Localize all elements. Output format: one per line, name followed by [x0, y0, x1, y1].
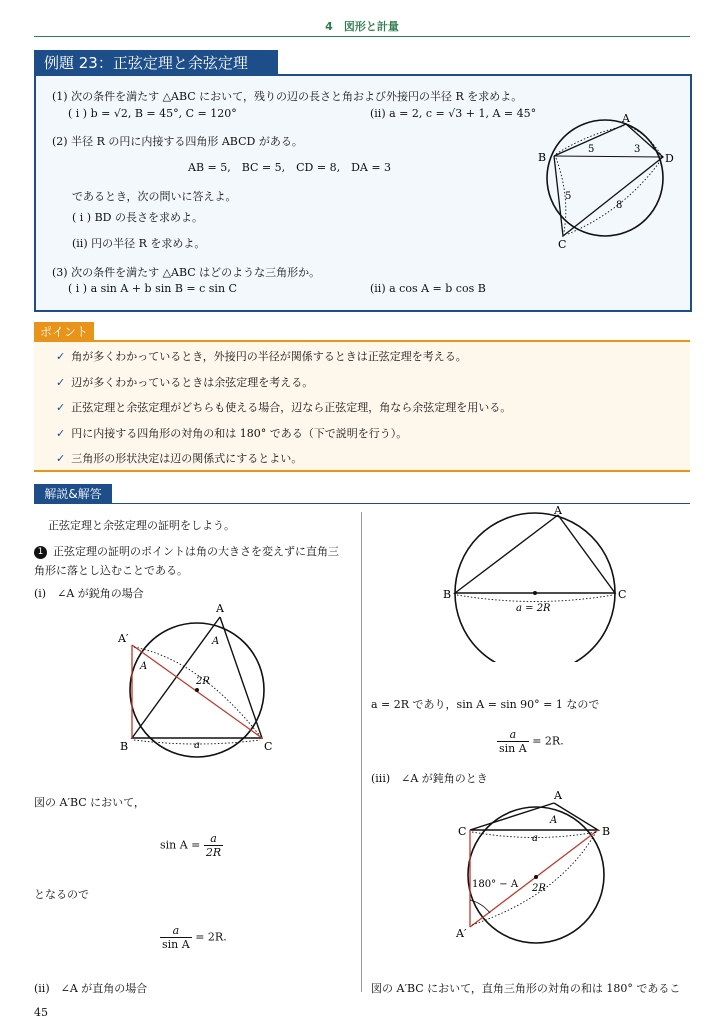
triangle-abc	[455, 515, 615, 593]
label-b: B	[120, 740, 129, 753]
label-b: B	[538, 151, 547, 164]
check-icon: ✓	[56, 350, 66, 363]
q3-i: ( i ) a sin A + b sin B = c sin C	[68, 282, 237, 295]
acute-case-figure	[110, 600, 290, 760]
bottom-text: 図の A′BC において，直角三角形の対角の和は 180° であるこ	[371, 982, 681, 995]
right-angle-equation: $\frac{a}{\text{sin A}}$ = 2R.	[499, 728, 564, 755]
q2-i: ( i ) BD の長さを求めよ。	[72, 211, 203, 224]
quadrilateral-figure	[530, 110, 690, 255]
column-divider	[361, 512, 362, 992]
label-c: C	[458, 825, 467, 838]
sine-law-equation: $\frac{a}{\text{sin A}}$ = 2R.	[162, 924, 227, 951]
q1-intro: (1) 次の条件を満たす △ABC において，残りの辺の長さと角および外接円の半径 R を求めよ。	[52, 90, 523, 103]
side-bc: 5	[565, 191, 572, 202]
point-item: ✓ 正弦定理と余弦定理がどちらも使える場合，辺なら正弦定理，角なら余弦定理を用いる。	[56, 401, 512, 414]
circumcircle	[455, 513, 615, 662]
label-b: B	[443, 588, 452, 601]
proof-point-line1: 1 正弦定理の証明のポイントは角の大きさを変えずに直角三	[34, 543, 339, 559]
circumcircle	[547, 120, 663, 236]
side-cd: 8	[616, 200, 623, 211]
center-point	[533, 591, 537, 595]
case-acute: (i) ∠A が鋭角の場合	[34, 587, 144, 600]
q2-then: であるとき，次の問いに答えよ。	[72, 190, 237, 203]
right-case-figure	[440, 502, 640, 662]
case-right: (ii) ∠A が直角の場合	[34, 982, 148, 995]
label-c: C	[264, 740, 273, 753]
label-c: C	[558, 238, 567, 251]
center-point	[195, 688, 199, 692]
q1-ii: (ii) a = 2, c = √3 + 1, A = 45°	[370, 107, 537, 120]
label-d: D	[665, 152, 674, 165]
q1-i: ( i ) b = √2, B = 45°, C = 120°	[68, 107, 237, 120]
check-icon: ✓	[56, 452, 66, 465]
header-rule	[34, 36, 690, 37]
sine-equation: sin A = $\frac{a}{2R}$	[160, 832, 222, 859]
side-ab: 5	[588, 144, 595, 155]
label-2r: 2R	[196, 676, 210, 687]
q2-intro: (2) 半径 R の円に内接する四角形 ABCD がある。	[52, 135, 303, 148]
label-a: A	[554, 789, 562, 802]
point-item: ✓ 円に内接する四角形の対角の和は 180° である（下で説明を行う）。	[56, 427, 408, 440]
in-triangle-text: 図の A′BC において，	[34, 796, 145, 809]
check-icon: ✓	[56, 427, 66, 440]
page-number: 45	[34, 1006, 48, 1019]
label-b: B	[602, 825, 611, 838]
point-item: ✓ 辺が多くわかっているときは余弦定理を考える。	[56, 376, 314, 389]
label-a-prime: A′	[118, 632, 129, 645]
label-2r: 2R	[532, 883, 546, 894]
point-item: ✓ 角が多くわかっているとき，外接円の半径が関係するときは正弦定理を考える。	[56, 350, 467, 363]
side-ad: 3	[634, 144, 641, 155]
angle-a: A	[212, 636, 220, 647]
diagonal-bd	[554, 156, 663, 157]
q2-equation: AB = 5, BC = 5, CD = 8, DA = 3	[188, 161, 392, 174]
label-a-equals-2r: a = 2R	[516, 603, 551, 614]
q2-ii: (ii) 円の半径 R を求めよ。	[72, 237, 206, 250]
q3-ii: (ii) a cos A = b cos B	[370, 282, 486, 295]
check-icon: ✓	[56, 401, 66, 414]
point-item: ✓ 三角形の形状決定は辺の関係式にするとよい。	[56, 452, 303, 465]
angle-a: A	[550, 815, 558, 826]
case-obtuse: (iii) ∠A が鈍角のとき	[371, 772, 488, 785]
chapter-header: 4 図形と計量	[325, 20, 399, 33]
q3-intro: (3) 次の条件を満たす △ABC はどのような三角形か。	[52, 266, 321, 279]
label-a: A	[216, 602, 224, 615]
check-icon: ✓	[56, 376, 66, 389]
label-side-a: a	[532, 833, 538, 844]
label-a: A	[554, 504, 562, 517]
label-c: C	[618, 588, 627, 601]
label-a: A	[622, 112, 630, 125]
step-number: 1	[34, 546, 47, 559]
angle-a-prime: A	[140, 661, 148, 672]
point-title: ポイント	[34, 322, 94, 342]
example-title: 例題 23：正弦定理と余弦定理	[34, 50, 278, 76]
angle-180-minus-a: 180° − A	[472, 879, 519, 890]
proof-point-line2: 角形に落とし込むことである。	[34, 564, 188, 577]
center-point	[534, 875, 538, 879]
label-side-a: a	[194, 740, 200, 751]
solution-intro: 正弦定理と余弦定理の証明をしよう。	[48, 519, 235, 532]
right-angle-text: a = 2R であり，sin A = sin 90° = 1 なので	[371, 698, 600, 711]
label-a-prime: A′	[456, 927, 467, 940]
therefore-text: となるので	[34, 888, 89, 901]
obtuse-case-figure	[450, 785, 640, 945]
solution-title: 解説&解答	[34, 484, 112, 504]
